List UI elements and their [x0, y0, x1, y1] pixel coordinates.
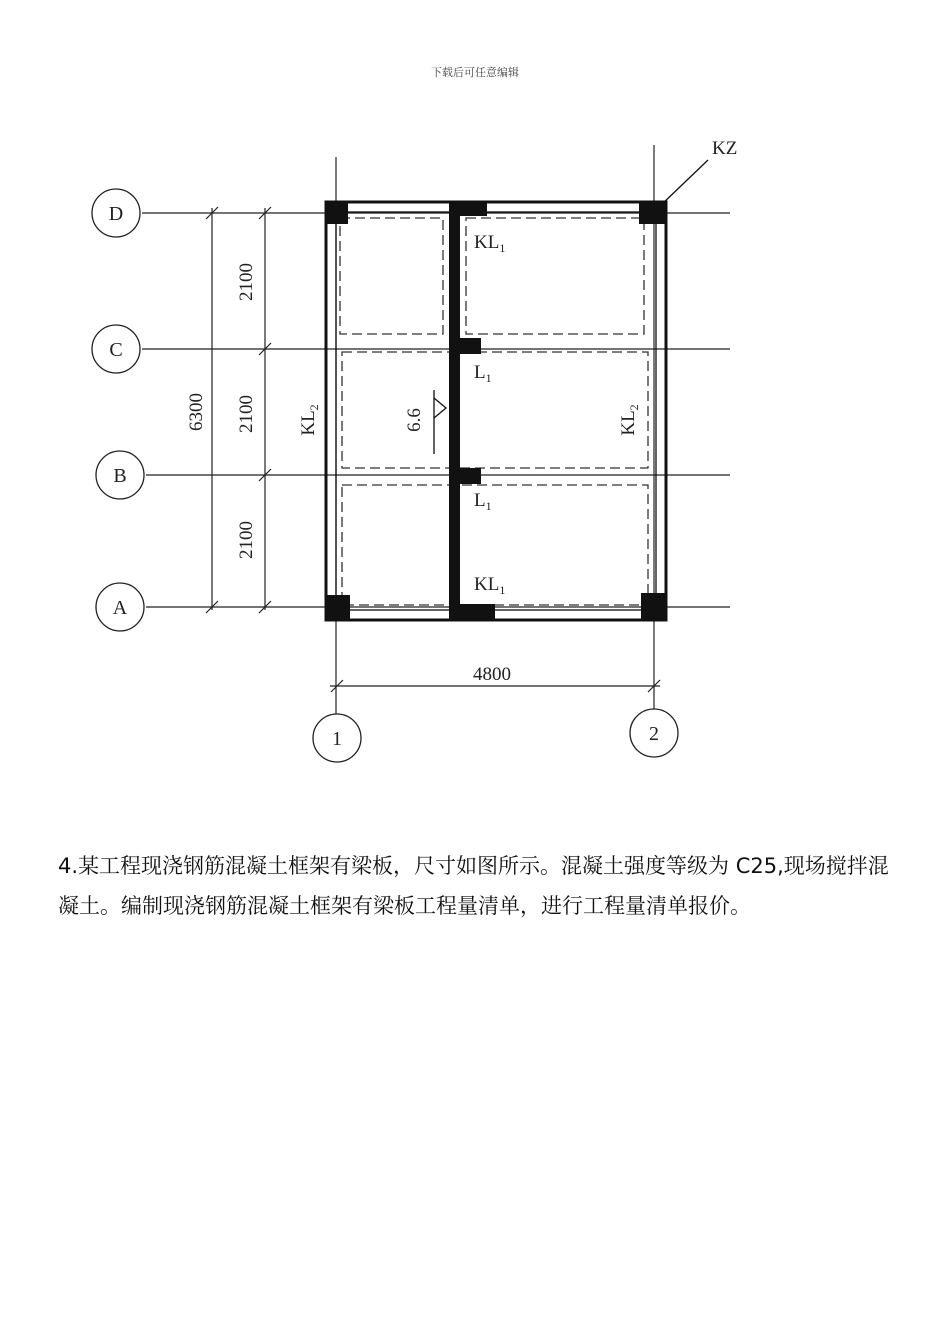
axis-label-b: B	[113, 465, 127, 487]
slab-top-left	[340, 218, 443, 334]
column-a2	[641, 593, 666, 620]
beam-label-kl2-right: $KL_2$	[618, 404, 641, 436]
column-label-kz: KZ	[712, 138, 738, 159]
beam-label-l1-lower: $L_1$	[474, 490, 492, 513]
elevation-marker	[434, 390, 446, 454]
beam-l1-lower-node	[460, 468, 481, 484]
dim-span-cb: 2100	[236, 395, 257, 433]
axis-bubble-1	[313, 714, 361, 762]
axis-bubble-c	[92, 325, 140, 373]
grid-lines	[142, 145, 730, 718]
header-note: 下载后可任意编辑	[431, 66, 519, 79]
frame-outline	[326, 202, 666, 620]
column-a1	[326, 595, 350, 620]
column-d1	[326, 202, 348, 224]
beam-label-kl2-left: $KL_2$	[298, 404, 321, 436]
axis-bubble-a	[96, 583, 144, 631]
axis-label-2: 2	[649, 723, 659, 745]
axis-label-a: A	[112, 597, 128, 619]
problem-statement: 4.某工程现浇钢筋混凝土框架有梁板，尺寸如图所示。混凝土强度等级为 C25,现场搅拌混凝土。编制现浇钢筋混凝土框架有梁板工程量清单，进行工程量清单报价。	[58, 854, 889, 918]
floor-plan-drawing	[0, 120, 950, 800]
beam-label-kl1-bottom: $KL_1$	[474, 574, 506, 597]
dim-total-vertical: 6300	[186, 393, 207, 431]
axis-bubble-2	[630, 709, 678, 757]
beam-label-kl1-top: $KL_1$	[474, 232, 506, 255]
beam-l1-upper-node	[460, 338, 481, 354]
beam-kl1-top-node	[449, 202, 487, 216]
columns	[326, 202, 666, 620]
axis-label-d: D	[108, 203, 124, 225]
slab-outlines	[340, 218, 648, 605]
axis-label-1: 1	[332, 728, 342, 750]
axis-bubble-b	[96, 451, 144, 499]
axis-bubble-d	[92, 189, 140, 237]
dim-span-ba: 2100	[236, 521, 257, 559]
slab-middle	[342, 352, 648, 468]
elevation-label: 6.6	[404, 408, 425, 432]
dim-span-dc: 2100	[236, 263, 257, 301]
beam-kl1-center	[449, 202, 460, 620]
beam-label-l1-upper: $L_1$	[474, 362, 492, 385]
dim-total-horizontal: 4800	[473, 664, 511, 685]
kz-leader-line	[660, 160, 708, 206]
axis-label-c: C	[109, 339, 123, 361]
beam-kl1-bottom-node	[449, 604, 495, 620]
